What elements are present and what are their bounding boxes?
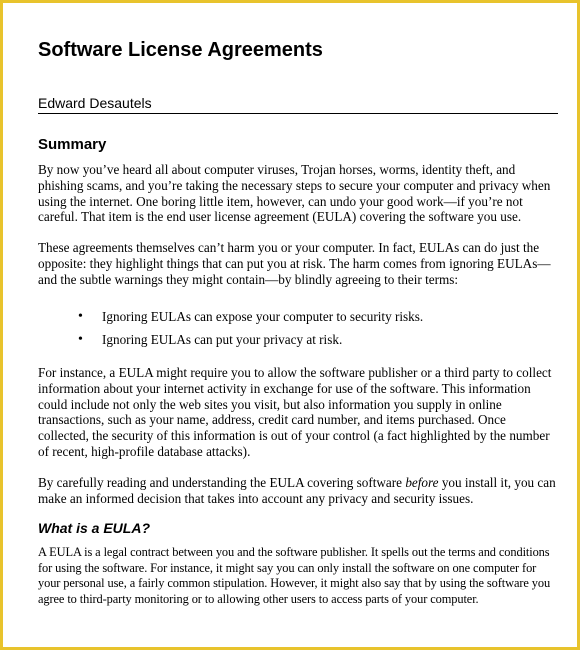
summary-paragraph-3: For instance, a EULA might require you to allow the software publisher or a third party to collect information about your internet activity in exchange for use of the software. This information could include not only the web sites you visit, but also information you supply in online transactions, such as your name, address, credit card number, and items purchased. Once collected, the security of this information is out of your control (a fact highlighted by the number of recent, high-profile database attacks). — [38, 365, 552, 459]
summary-heading: Summary — [38, 136, 107, 153]
paragraph-4-text-start: By carefully reading and understanding the EULA covering software — [38, 475, 406, 490]
bullet-item — [78, 332, 423, 348]
bullet-icon: • — [78, 309, 83, 324]
bullet-text: Ignoring EULAs can expose your computer to security risks. — [102, 309, 424, 324]
risk-bullet-list — [78, 309, 423, 355]
document-title: Software License Agreements — [38, 39, 323, 61]
bullet-item — [78, 309, 423, 325]
what-is-eula-heading: What is a EULA? — [38, 520, 151, 536]
summary-paragraph-2: These agreements themselves can’t harm you or your computer. In fact, EULAs can do just the opposite: they highlight things that can put you at risk. The harm comes from ignoring EULAs—and the subtle warnings they might contain—by blindly agreeing to their terms: — [38, 240, 551, 287]
emphasized-word: before — [405, 475, 439, 490]
document-page — [3, 3, 577, 647]
author-name: Edward Desautels — [38, 94, 558, 114]
summary-paragraph-4 — [38, 475, 558, 507]
summary-paragraph-1: By now you’ve heard all about computer viruses, Trojan horses, worms, identity theft, and phishing scams, and you’re taking the necessary steps to secure your computer and privacy when using the internet. One boring little item, however, can undo your good work—if you’re not careful. That item is the end user license agreement (EULA) covering the software you use. — [38, 162, 551, 225]
bullet-icon: • — [78, 331, 83, 347]
paragraph-4-text-end: you install it, you can make an informed decision that takes into account any privacy and security issues. — [38, 475, 556, 506]
eula-definition-paragraph: A EULA is a legal contract between you and the software publisher. It spells out the terms and conditions for using the software. For instance, it might say you can only install the software on one computer for your personal use, a fairly common stipulation. However, it might also say that by using the software you agree to third-party monitoring or to allowing other users to access parts of your computer. — [38, 545, 551, 606]
bullet-text: Ignoring EULAs can put your privacy at risk. — [102, 331, 343, 347]
